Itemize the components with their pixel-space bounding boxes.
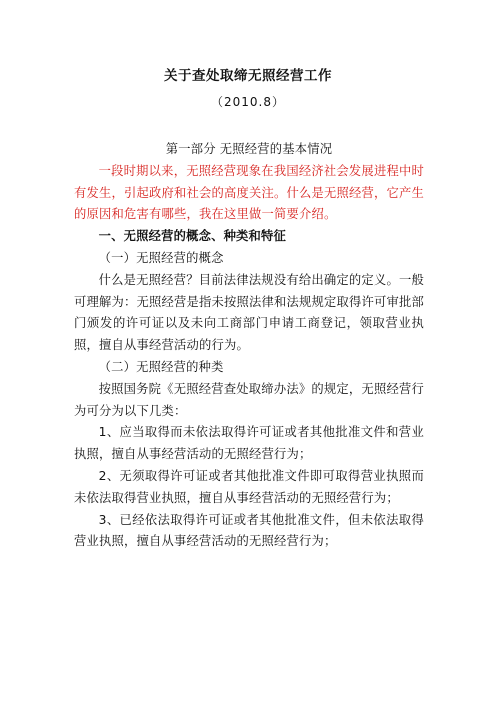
document-body (74, 139, 424, 553)
subsection-heading-concept: （一）无照经营的概念 (98, 250, 224, 265)
types-paragraph: 按照国务院《无照经营查处取缔办法》的规定，无照经营行为可分为以下几类： (74, 381, 424, 418)
list-item-2: 2、无须取得许可证或者其他批准文件即可取得营业执照而未依法取得营业执照，擅自从事经营活动的无照经营行为； (74, 468, 424, 505)
concept-paragraph: 什么是无照经营？目前法律法规没有给出确定的定义。一般可理解为：无照经营是指未按照法律和法规规定取得许可审批部门颁发的许可证以及未向工商部门申请工商登记，领取营业执照，擅自从事经营活动的行为。 (74, 272, 424, 353)
list-item-3: 3、已经依法取得许可证或者其他批准文件，但未依法取得营业执照，擅自从事经营活动的无照经营行为； (74, 512, 424, 549)
subsection-heading-types: （二）无照经营的种类 (98, 359, 224, 374)
document-title: 关于查处取缔无照经营工作 (164, 68, 332, 84)
part-heading: 第一部分 无照经营的基本情况 (165, 142, 333, 156)
list-item-1: 1、应当取得而未依法取得许可证或者其他批准文件和营业执照，擅自从事经营活动的无照经营行为； (74, 425, 424, 462)
document-date: （2010.8） (211, 95, 285, 109)
section-heading: 一、无照经营的概念、种类和特征 (98, 229, 287, 244)
intro-paragraph: 一段时期以来，无照经营现象在我国经济社会发展进程中时有发生，引起政府和社会的高度关注。什么是无照经营，它产生的原因和危害有哪些，我在这里做一简要介绍。 (74, 163, 424, 222)
